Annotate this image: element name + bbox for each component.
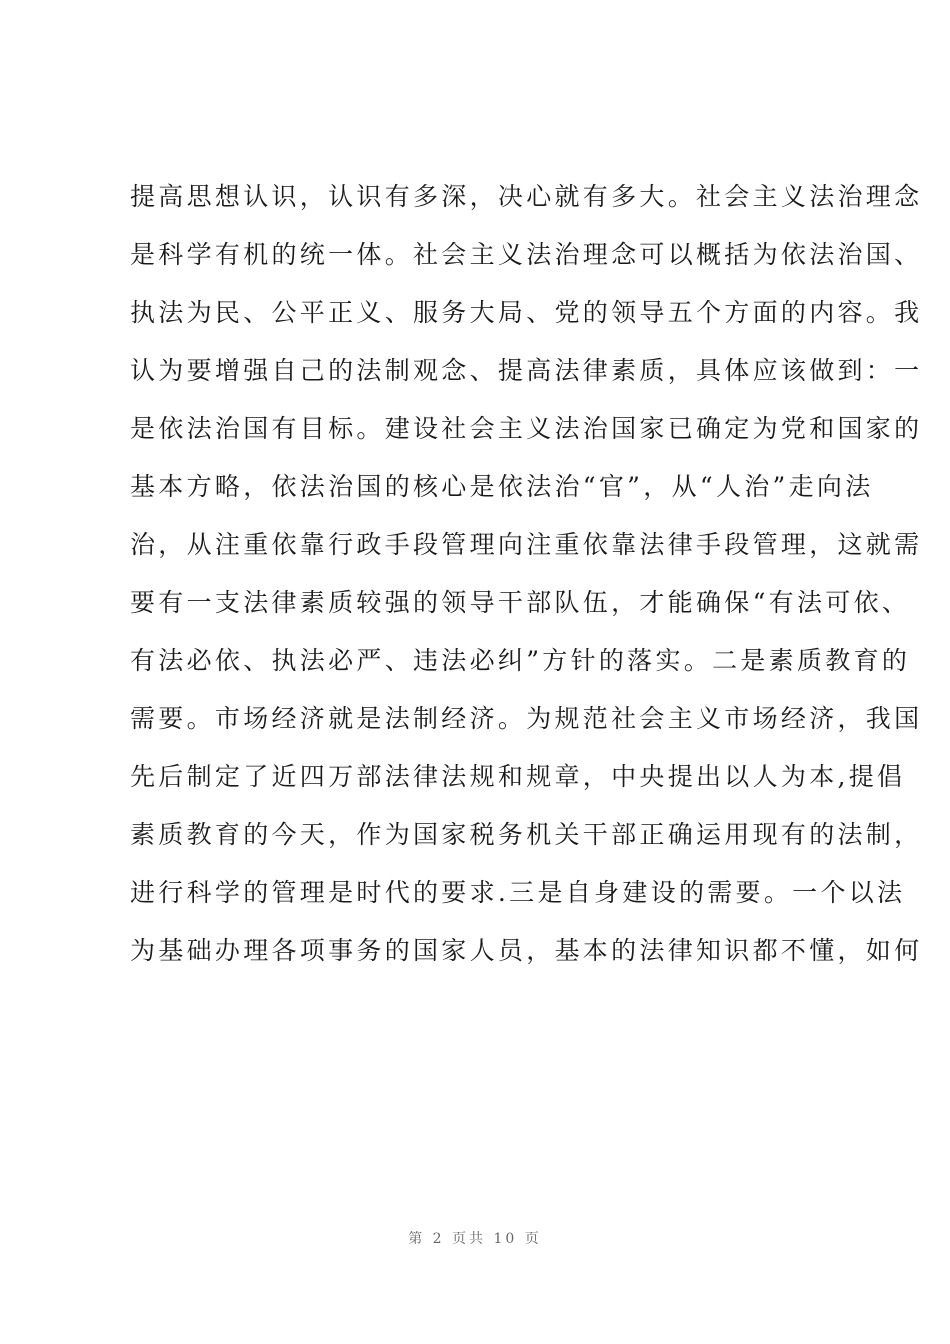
body-text bbox=[130, 168, 923, 980]
text-line: 素质教育的今天，作为国家税务机关干部正确运用现有的法制， bbox=[130, 820, 923, 849]
text-line: 基本方略，依法治国的核心是依法治“官”，从“人治”走向法 bbox=[130, 472, 874, 501]
text-line: 要有一支法律素质较强的领导干部队伍，才能确保“有法可依、 bbox=[130, 588, 911, 617]
text-line: 先后制定了近四万部法律法规和规章，中央提出以人为本,提倡 bbox=[130, 762, 906, 791]
text-line: 是依法治国有目标。建设社会主义法治国家已确定为党和国家的 bbox=[130, 414, 923, 443]
text-line: 是科学有机的统一体。社会主义法治理念可以概括为依法治国、 bbox=[130, 240, 923, 269]
page-number-footer: 第 2 页共 10 页 bbox=[408, 1231, 542, 1247]
text-line: 有法必依、执法必严、违法必纠”方针的落实。二是素质教育的 bbox=[130, 646, 911, 675]
text-line: 提高思想认识，认识有多深，决心就有多大。社会主义法治理念 bbox=[130, 182, 923, 211]
text-line: 需要。市场经济就是法制经济。为规范社会主义市场经济，我国 bbox=[130, 704, 923, 733]
text-line: 治，从注重依靠行政手段管理向注重依靠法律手段管理，这就需 bbox=[130, 530, 923, 559]
text-line: 为基础办理各项事务的国家人员，基本的法律知识都不懂，如何 bbox=[130, 936, 923, 965]
text-line: 认为要增强自己的法制观念、提高法律素质，具体应该做到：一 bbox=[130, 356, 923, 385]
text-line: 执法为民、公平正义、服务大局、党的领导五个方面的内容。我 bbox=[130, 298, 923, 327]
text-line: 进行科学的管理是时代的要求.三是自身建设的需要。一个以法 bbox=[130, 878, 906, 907]
